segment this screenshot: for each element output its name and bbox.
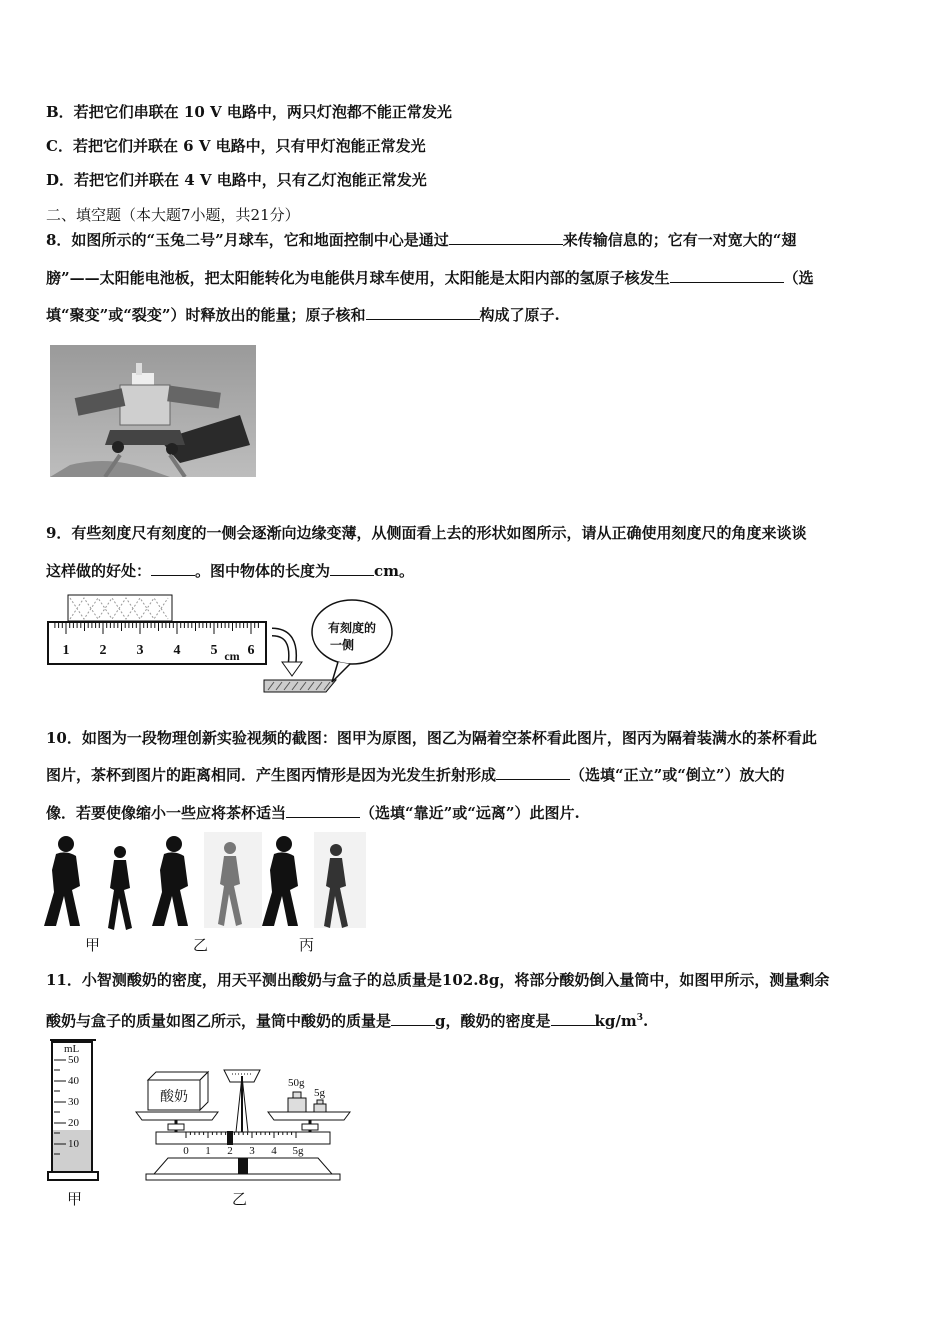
silhouette-figure <box>44 830 374 930</box>
ruler-label-4: 4 <box>173 643 181 658</box>
q10-blank-2[interactable] <box>286 803 360 818</box>
graduated-cylinder <box>46 1038 102 1182</box>
lunar-rover-photo <box>50 345 256 477</box>
ruler-unit: cm <box>224 649 240 663</box>
ruler-label-3: 3 <box>136 643 144 658</box>
q8-line-3: 填“聚变”或“裂变”）时释放出的能量；原子核和 构成了原子. <box>46 306 560 324</box>
q10-line-2: 图片，茶杯到图片的距离相同．产生图丙情形是因为光发生折射形成 （选填“正立”或“倒立”）放大的 <box>46 766 785 784</box>
cylinder-mark-40: 40 <box>68 1075 79 1087</box>
scale-label-5g: 5g <box>292 1145 304 1157</box>
weight-50g: 50g <box>288 1077 305 1089</box>
q9-line-2: 这样做的好处： 。图中物体的长度为 cm。 <box>46 562 415 580</box>
q8-blank-1[interactable] <box>449 230 563 245</box>
q10-caption-bing: 丙 <box>299 936 315 954</box>
bubble-line-2: 一侧 <box>329 638 355 652</box>
bubble-line-1: 有刻度的 <box>327 621 377 635</box>
cylinder-mark-20: 20 <box>68 1117 79 1129</box>
q11-blank-2[interactable] <box>551 1011 595 1026</box>
q9-blank-2[interactable] <box>330 561 374 576</box>
q9-line-1: 9．有些刻度尺有刻度的一侧会逐渐向边缘变薄，从侧面看上去的形状如图所示，请从正确使用刻度尺的角度来谈谈 <box>46 524 807 542</box>
cylinder-unit: mL <box>64 1043 80 1055</box>
q11-blank-1[interactable] <box>391 1011 435 1026</box>
cylinder-mark-30: 30 <box>68 1096 79 1108</box>
q8-line-2: 膀”——太阳能电池板，把太阳能转化为电能供月球车使用，太阳能是太阳内部的氢原子核发生 （选 <box>46 269 814 287</box>
q11-line-2: 酸奶与盒子的质量如图乙所示，量筒中酸奶的质量是 g，酸奶的密度是 $kg/m^3$. <box>46 1012 649 1030</box>
q10-line-3: 像．若要使像缩小一些应将茶杯适当 （选填“靠近”或“远离”）此图片. <box>46 804 580 822</box>
option-d: D．若把它们并联在 4 V 电路中，只有乙灯泡能正常发光 <box>46 171 427 189</box>
option-c: C．若把它们并联在 6 V 电路中，只有甲灯泡能正常发光 <box>46 137 426 155</box>
ruler-label-5: 5 <box>210 643 218 658</box>
q11-caption-jia: 甲 <box>67 1190 83 1208</box>
q8-blank-3[interactable] <box>366 305 480 320</box>
scale-label-4: 4 <box>271 1145 277 1157</box>
scale-label-0: 0 <box>183 1145 189 1157</box>
q10-line-1: 10．如图为一段物理创新实验视频的截图：图甲为原图，图乙为隔着空茶杯看此图片，图丙为隔着装满水的茶杯看此 <box>46 729 817 747</box>
ruler-label-1: 1 <box>62 643 70 658</box>
ruler-figure <box>46 592 396 700</box>
q10-blank-1[interactable] <box>496 765 570 780</box>
scale-label-1: 1 <box>205 1145 211 1157</box>
q8-blank-2[interactable] <box>670 268 784 283</box>
option-b: B．若把它们串联在 10 V 电路中，两只灯泡都不能正常发光 <box>46 103 452 121</box>
q10-caption-yi: 乙 <box>193 936 209 954</box>
q10-caption-jia: 甲 <box>85 936 101 954</box>
q8-line-1: 8．如图所示的“玉兔二号”月球车，它和地面控制中心是通过 来传输信息的；它有一对宽大的“翅 <box>46 231 797 249</box>
balance-figure <box>128 1062 358 1186</box>
ruler-label-2: 2 <box>99 643 107 658</box>
weight-5g: 5g <box>314 1087 325 1099</box>
q9-blank-1[interactable] <box>151 561 195 576</box>
scale-label-3: 3 <box>249 1145 255 1157</box>
box-label: 酸奶 <box>160 1089 188 1105</box>
q11-caption-yi: 乙 <box>232 1190 248 1208</box>
cylinder-mark-50: 50 <box>68 1054 79 1066</box>
cylinder-mark-10: 10 <box>68 1138 79 1150</box>
ruler-label-6: 6 <box>247 643 255 658</box>
q11-line-1: 11．小智测酸奶的密度，用天平测出酸奶与盒子的总质量是102.8g，将部分酸奶倒入量筒中，如图甲所示，测量剩余 <box>46 971 830 989</box>
scale-label-2: 2 <box>227 1145 233 1157</box>
section-heading: 二、填空题（本大题7小题，共21分） <box>46 206 300 224</box>
